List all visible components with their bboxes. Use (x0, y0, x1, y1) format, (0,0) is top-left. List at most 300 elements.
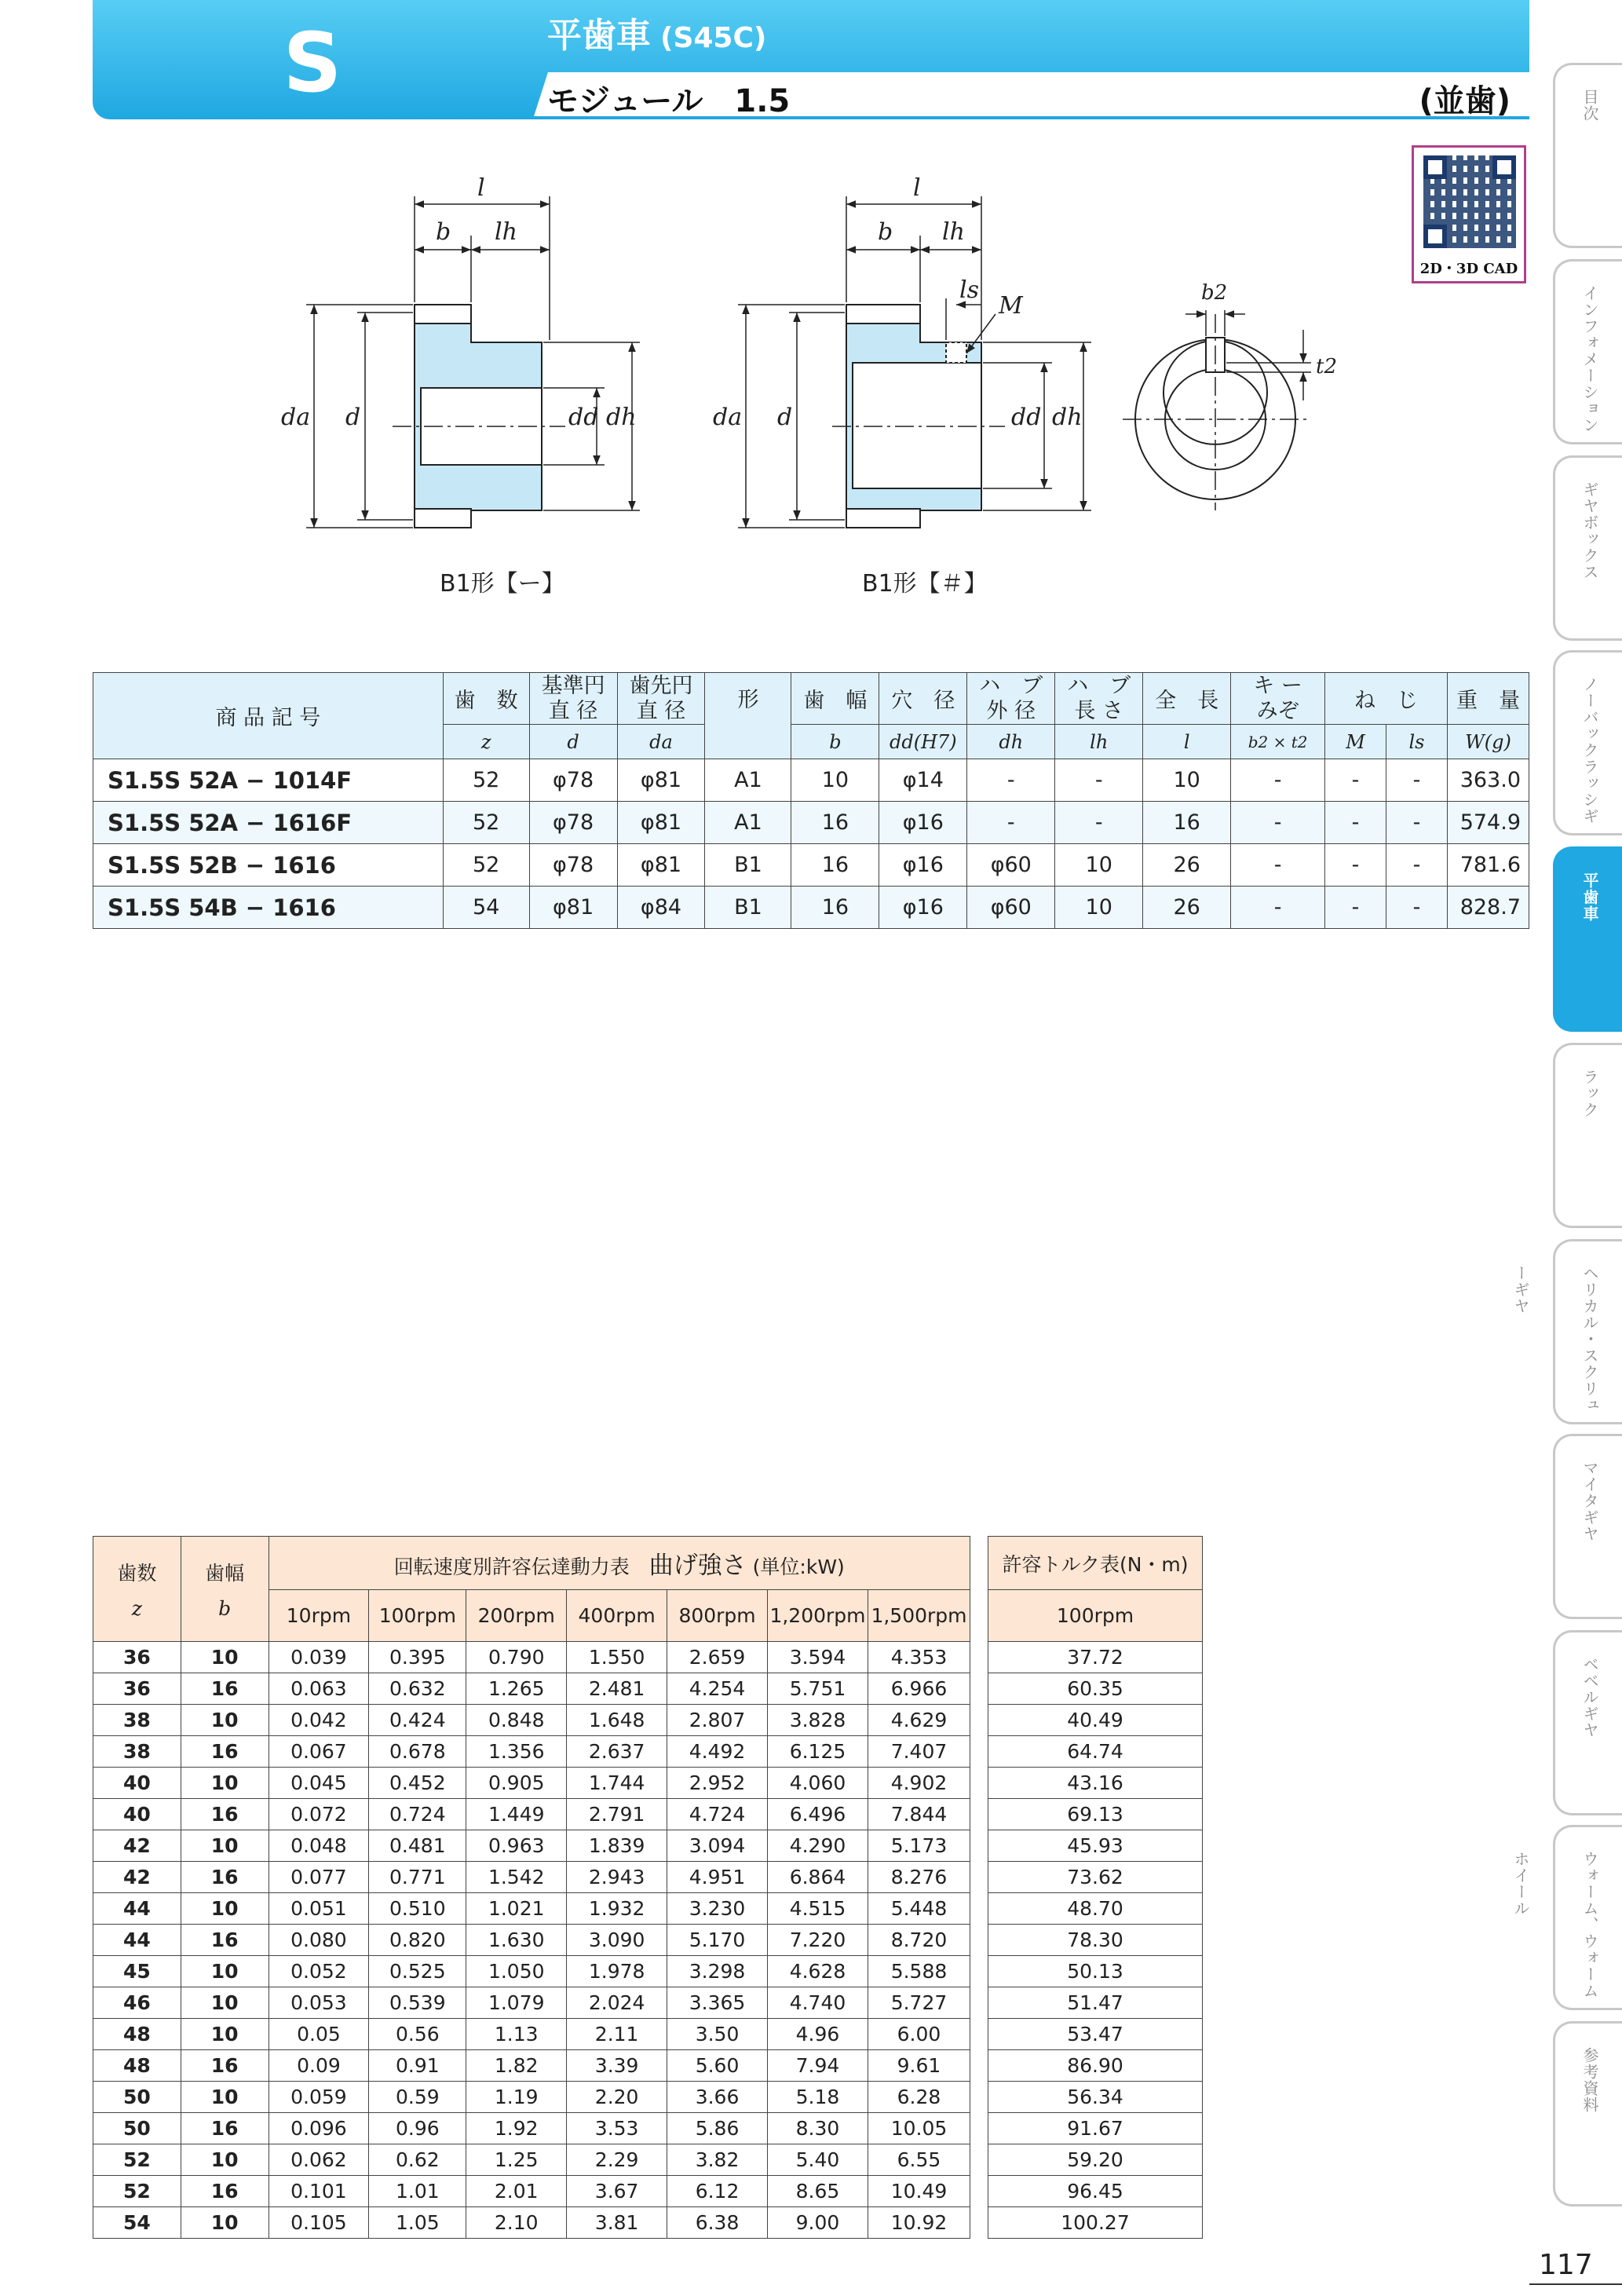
pow-cell-width: 10 (181, 1830, 269, 1862)
pow-cell-power: 0.424 (369, 1705, 466, 1736)
pow-cell-power: 0.072 (269, 1799, 369, 1830)
pow-row (93, 2050, 970, 2082)
dim-dh-b: dh (1052, 404, 1083, 431)
pow-cell-power: 0.91 (369, 2050, 466, 2082)
pow-cell-power: 8.65 (768, 2176, 868, 2207)
tq-cell: 45.93 (988, 1830, 1203, 1862)
tq-row (988, 1673, 1203, 1705)
pow-th-teeth (93, 1537, 181, 1642)
dim-l-a: l (477, 174, 485, 202)
spec-cell-dh: φ60 (967, 844, 1055, 887)
pow-cell-power: 10.92 (868, 2207, 970, 2239)
qr-finder-icon (1423, 225, 1447, 248)
dim-lh-a: lh (495, 218, 517, 246)
tq-cell: 60.35 (988, 1673, 1203, 1705)
side-tab-1[interactable] (1553, 63, 1622, 248)
side-tab-2[interactable] (1553, 259, 1622, 444)
tq-row (988, 1736, 1203, 1768)
tq-cell: 73.62 (988, 1862, 1203, 1893)
pow-cell-width: 16 (181, 1799, 269, 1830)
spec-cell-d: φ81 (529, 887, 617, 929)
spec-cell-da: φ81 (617, 844, 705, 887)
gear-drawings (0, 0, 1382, 612)
pow-cell-power: 0.05 (269, 2019, 369, 2050)
spec-cell-dd: φ16 (879, 887, 967, 929)
pow-cell-power: 0.101 (269, 2176, 369, 2207)
pow-th-rpm: 10rpm (269, 1590, 369, 1642)
dim-t2: t2 (1316, 355, 1337, 378)
tq-cell: 51.47 (988, 1987, 1203, 2019)
pow-cell-power: 0.062 (269, 2144, 369, 2176)
spec-cell-w: 781.6 (1447, 844, 1529, 887)
pow-cell-power: 1.449 (466, 1799, 567, 1830)
pow-cell-power: 1.050 (466, 1956, 567, 1987)
pow-cell-power: 6.38 (667, 2207, 768, 2239)
pow-cell-width: 16 (181, 1862, 269, 1893)
side-tab-label: ギヤボックス (1580, 481, 1599, 580)
spec-cell-b: 10 (791, 759, 879, 802)
pow-row (93, 1705, 970, 1736)
pow-th-rpm: 200rpm (466, 1590, 567, 1642)
dim-b-b: b (878, 218, 893, 246)
pow-cell-power: 2.637 (567, 1736, 667, 1768)
tq-row (988, 2050, 1203, 2082)
pow-cell-power: 4.254 (667, 1673, 768, 1705)
pow-cell-power: 0.048 (269, 1830, 369, 1862)
tq-cell: 64.74 (988, 1736, 1203, 1768)
tq-cell: 53.47 (988, 2019, 1203, 2050)
spec-row (93, 844, 1529, 887)
tq-row (988, 1987, 1203, 2019)
pow-row (93, 1830, 970, 1862)
tq-th-rpm: 100rpm (988, 1590, 1203, 1642)
spec-cell-m: - (1325, 802, 1386, 844)
pow-cell-power: 1.839 (567, 1830, 667, 1862)
pow-cell-power: 1.079 (466, 1987, 567, 2019)
module-label: モジュール 1.5 (547, 83, 791, 119)
dim-da-b: da (713, 404, 743, 431)
pow-th-teeth-label: 歯数 (117, 1562, 157, 1585)
pow-cell-power: 1.550 (567, 1642, 667, 1673)
spec-cell-ls: - (1386, 802, 1447, 844)
side-tab-label: 平歯車 (1580, 872, 1599, 922)
spec-cell-z: 52 (443, 844, 529, 887)
pow-cell-power: 7.407 (868, 1736, 970, 1768)
pow-cell-power: 0.539 (369, 1987, 466, 2019)
spec-cell-m: - (1325, 844, 1386, 887)
pow-cell-power: 7.220 (768, 1925, 868, 1956)
spec-cell-m: - (1325, 759, 1386, 802)
pow-cell-width: 10 (181, 1642, 269, 1673)
th-pitch-sym: d (529, 725, 617, 759)
pow-cell-power: 0.790 (466, 1642, 567, 1673)
pow-row (93, 1925, 970, 1956)
drawing-front-view (1123, 310, 1311, 510)
pow-cell-power: 3.81 (567, 2207, 667, 2239)
th-hub-d-sym: dh (967, 725, 1055, 759)
pow-cell-power: 2.807 (667, 1705, 768, 1736)
spec-cell-shape: A1 (705, 802, 791, 844)
tq-cell: 48.70 (988, 1893, 1203, 1925)
spec-cell-z: 52 (443, 759, 529, 802)
pow-cell-width: 16 (181, 1673, 269, 1705)
tq-row (988, 1956, 1203, 1987)
tq-cell: 56.34 (988, 2082, 1203, 2113)
dim-b2: b2 (1201, 281, 1228, 305)
pow-row (93, 2144, 970, 2176)
spec-cell-shape: B1 (705, 844, 791, 887)
pow-cell-power: 1.630 (466, 1925, 567, 1956)
power-table (93, 1536, 970, 2239)
pow-cell-teeth: 44 (93, 1925, 181, 1956)
pow-cell-power: 0.905 (466, 1768, 567, 1799)
caption-type-b: B1形【＃】 (862, 570, 988, 598)
pow-row (93, 1642, 970, 1673)
spec-cell-lh: - (1055, 759, 1143, 802)
pow-cell-power: 1.01 (369, 2176, 466, 2207)
th-tip: 歯先円 直 径 (617, 673, 705, 725)
pow-cell-teeth: 45 (93, 1956, 181, 1987)
spec-cell-code: S1.5S 52A − 1014F (93, 759, 444, 802)
spec-cell-b: 16 (791, 802, 879, 844)
pow-cell-power: 9.61 (868, 2050, 970, 2082)
pow-cell-power: 0.481 (369, 1830, 466, 1862)
pow-cell-power: 1.265 (466, 1673, 567, 1705)
pow-cell-power: 4.628 (768, 1956, 868, 1987)
spec-cell-w: 828.7 (1447, 887, 1529, 929)
tq-th-title: 許容トルク表(N・m) (988, 1537, 1203, 1590)
pow-cell-width: 16 (181, 2113, 269, 2144)
pow-cell-power: 7.844 (868, 1799, 970, 1830)
pow-cell-teeth: 48 (93, 2050, 181, 2082)
side-tab-label: マイタギヤ (1580, 1460, 1599, 1542)
spec-cell-key: - (1231, 844, 1325, 887)
spec-cell-l: 10 (1143, 759, 1231, 802)
pow-cell-width: 10 (181, 1705, 269, 1736)
th-length-sym: l (1143, 725, 1231, 759)
tq-row (988, 1642, 1203, 1673)
pow-cell-power: 0.063 (269, 1673, 369, 1705)
spec-cell-code: S1.5S 54B − 1616 (93, 887, 444, 929)
pow-cell-teeth: 38 (93, 1705, 181, 1736)
th-bore: 穴 径 (879, 673, 967, 725)
pow-th-rpm: 1,200rpm (768, 1590, 868, 1642)
pow-cell-power: 0.09 (269, 2050, 369, 2082)
spec-cell-m: - (1325, 887, 1386, 929)
dim-dd-b: dd (1011, 404, 1042, 431)
pow-cell-power: 0.077 (269, 1862, 369, 1893)
tq-row (988, 1893, 1203, 1925)
pow-cell-power: 10.05 (868, 2113, 970, 2144)
pow-cell-power: 3.82 (667, 2144, 768, 2176)
spec-cell-da: φ81 (617, 802, 705, 844)
tq-row (988, 2176, 1203, 2207)
pow-cell-power: 5.751 (768, 1673, 868, 1705)
pow-row (93, 1736, 970, 1768)
pow-cell-power: 1.978 (567, 1956, 667, 1987)
pow-cell-power: 2.481 (567, 1673, 667, 1705)
pow-cell-power: 3.66 (667, 2082, 768, 2113)
dim-l-b: l (913, 174, 921, 202)
spec-cell-z: 54 (443, 887, 529, 929)
pow-cell-teeth: 40 (93, 1799, 181, 1830)
th-screw: ね じ (1325, 673, 1448, 725)
tq-row (988, 2113, 1203, 2144)
pow-th-teeth-sym: z (131, 1597, 142, 1620)
pow-cell-power: 5.18 (768, 2082, 868, 2113)
pow-cell-power: 0.56 (369, 2019, 466, 2050)
pow-row (93, 1768, 970, 1799)
pow-cell-power: 3.090 (567, 1925, 667, 1956)
caption-type-a: B1形【ー】 (440, 570, 565, 598)
tq-cell: 86.90 (988, 2050, 1203, 2082)
pow-cell-teeth: 50 (93, 2082, 181, 2113)
tq-row (988, 1705, 1203, 1736)
spec-cell-d: φ78 (529, 844, 617, 887)
pow-cell-power: 6.12 (667, 2176, 768, 2207)
pow-cell-power: 1.05 (369, 2207, 466, 2239)
spec-cell-dh: φ60 (967, 887, 1055, 929)
th-code: 商 品 記 号 (93, 673, 444, 759)
pow-title-small: 回転速度別許容伝達動力表 (393, 1556, 630, 1578)
spec-cell-l: 26 (1143, 844, 1231, 887)
side-tab-label: ベベルギヤ (1580, 1656, 1599, 1738)
side-tab-3[interactable] (1553, 455, 1622, 641)
side-tab-label: 目次 (1580, 89, 1599, 122)
spec-cell-d: φ78 (529, 759, 617, 802)
side-tab-5[interactable] (1553, 846, 1622, 1032)
spec-cell-ls: - (1386, 759, 1447, 802)
side-tab-7[interactable] (1511, 1239, 1622, 1424)
pow-cell-power: 4.724 (667, 1799, 768, 1830)
pow-cell-power: 8.276 (868, 1862, 970, 1893)
pow-cell-power: 0.395 (369, 1642, 466, 1673)
pow-cell-power: 6.55 (868, 2144, 970, 2176)
cad-qr-code[interactable] (1412, 145, 1526, 283)
spec-cell-z: 52 (443, 802, 529, 844)
spec-cell-code: S1.5S 52B − 1616 (93, 844, 444, 887)
pow-cell-power: 1.19 (466, 2082, 567, 2113)
th-screw-m: M (1325, 725, 1386, 759)
pow-cell-power: 4.492 (667, 1736, 768, 1768)
pow-cell-power: 6.00 (868, 2019, 970, 2050)
pow-row (93, 2019, 970, 2050)
dim-ls-b: ls (959, 276, 979, 304)
pow-cell-power: 1.13 (466, 2019, 567, 2050)
pow-cell-power: 6.864 (768, 1862, 868, 1893)
pow-cell-width: 16 (181, 2176, 269, 2207)
pow-cell-power: 5.588 (868, 1956, 970, 1987)
th-key: キ ー みぞ (1231, 673, 1325, 725)
spec-cell-code: S1.5S 52A − 1616F (93, 802, 444, 844)
series-letter: S (283, 15, 342, 111)
tq-cell: 59.20 (988, 2144, 1203, 2176)
pow-cell-teeth: 36 (93, 1673, 181, 1705)
pow-cell-power: 1.25 (466, 2144, 567, 2176)
pow-cell-power: 5.40 (768, 2144, 868, 2176)
dim-b-a: b (436, 218, 451, 246)
pow-cell-power: 1.744 (567, 1768, 667, 1799)
pow-th-rpm: 400rpm (567, 1590, 667, 1642)
pow-cell-width: 10 (181, 2207, 269, 2239)
tq-cell: 69.13 (988, 1799, 1203, 1830)
spec-cell-da: φ81 (617, 759, 705, 802)
th-bore-sym: dd(H7) (879, 725, 967, 759)
spec-cell-key: - (1231, 759, 1325, 802)
side-tab-8[interactable] (1553, 1434, 1622, 1619)
pow-th-title (269, 1537, 970, 1590)
tq-row (988, 1925, 1203, 1956)
pow-cell-power: 0.62 (369, 2144, 466, 2176)
tq-cell: 100.27 (988, 2207, 1203, 2239)
pow-th-width (181, 1537, 269, 1642)
pow-row (93, 2207, 970, 2239)
tq-row (988, 1768, 1203, 1799)
pow-cell-power: 4.515 (768, 1893, 868, 1925)
side-tab-6[interactable] (1553, 1043, 1622, 1228)
pow-cell-power: 6.966 (868, 1673, 970, 1705)
pow-cell-width: 10 (181, 2082, 269, 2113)
tq-row (988, 2019, 1203, 2050)
tq-row (988, 1862, 1203, 1893)
spec-cell-lh: - (1055, 802, 1143, 844)
th-width-sym: b (791, 725, 879, 759)
tq-row (988, 1799, 1203, 1830)
pow-cell-power: 1.932 (567, 1893, 667, 1925)
spec-row (93, 759, 1529, 802)
tq-cell: 50.13 (988, 1956, 1203, 1987)
drawing-type-a (306, 196, 640, 528)
pow-cell-power: 5.170 (667, 1925, 768, 1956)
pow-cell-power: 0.771 (369, 1862, 466, 1893)
pow-th-width-label: 歯幅 (205, 1562, 245, 1585)
pow-cell-power: 0.045 (269, 1768, 369, 1799)
pow-row (93, 1673, 970, 1705)
pow-cell-power: 1.021 (466, 1893, 567, 1925)
pow-cell-width: 10 (181, 2144, 269, 2176)
pow-cell-power: 0.848 (466, 1705, 567, 1736)
side-tab-11[interactable] (1553, 2021, 1622, 2206)
pow-cell-power: 4.951 (667, 1862, 768, 1893)
pow-cell-power: 2.11 (567, 2019, 667, 2050)
pow-cell-power: 3.365 (667, 1987, 768, 2019)
pow-cell-width: 16 (181, 1925, 269, 1956)
pow-cell-width: 10 (181, 1956, 269, 1987)
pow-cell-power: 3.39 (567, 2050, 667, 2082)
pow-cell-power: 4.060 (768, 1768, 868, 1799)
spec-cell-da: φ84 (617, 887, 705, 929)
spec-row (93, 802, 1529, 844)
spec-cell-shape: B1 (705, 887, 791, 929)
pow-th-rpm: 800rpm (667, 1590, 768, 1642)
pow-cell-power: 4.353 (868, 1642, 970, 1673)
th-screw-ls: ls (1386, 725, 1447, 759)
pow-cell-power: 0.067 (269, 1736, 369, 1768)
pow-cell-power: 2.10 (466, 2207, 567, 2239)
dim-dh-a: dh (606, 404, 637, 431)
pow-row (93, 2176, 970, 2207)
pow-cell-power: 3.594 (768, 1642, 868, 1673)
pow-row (93, 2082, 970, 2113)
pow-cell-power: 0.053 (269, 1987, 369, 2019)
pow-cell-teeth: 46 (93, 1987, 181, 2019)
pow-cell-width: 10 (181, 2019, 269, 2050)
spec-cell-dd: φ16 (879, 844, 967, 887)
pow-cell-power: 9.00 (768, 2207, 868, 2239)
spec-cell-dh: - (967, 802, 1055, 844)
torque-table (988, 1536, 1203, 2239)
pow-cell-teeth: 52 (93, 2144, 181, 2176)
side-tab-label: ヘリカル・スクリューギヤ (1511, 1265, 1599, 1413)
side-tab-9[interactable] (1553, 1630, 1622, 1815)
th-teeth: 歯 数 (443, 673, 529, 725)
side-tab-10[interactable] (1511, 1825, 1622, 2010)
tooth-kind: (並歯) (1419, 83, 1511, 119)
dim-m-b: M (999, 292, 1023, 320)
spec-cell-l: 26 (1143, 887, 1231, 929)
th-hub-l-sym: lh (1055, 725, 1143, 759)
tq-row (988, 2207, 1203, 2239)
pow-cell-power: 0.105 (269, 2207, 369, 2239)
pow-cell-teeth: 40 (93, 1768, 181, 1799)
pow-cell-width: 10 (181, 1987, 269, 2019)
pow-cell-width: 10 (181, 1768, 269, 1799)
pow-cell-power: 10.49 (868, 2176, 970, 2207)
pow-cell-power: 3.53 (567, 2113, 667, 2144)
pow-cell-teeth: 48 (93, 2019, 181, 2050)
side-tab-4[interactable] (1553, 650, 1622, 835)
pow-cell-power: 6.496 (768, 1799, 868, 1830)
pow-cell-power: 0.042 (269, 1705, 369, 1736)
pow-cell-power: 3.67 (567, 2176, 667, 2207)
pow-cell-power: 2.952 (667, 1768, 768, 1799)
spec-table (93, 672, 1529, 929)
pow-cell-power: 2.20 (567, 2082, 667, 2113)
pow-cell-teeth: 38 (93, 1736, 181, 1768)
pow-cell-power: 4.96 (768, 2019, 868, 2050)
pow-cell-power: 4.290 (768, 1830, 868, 1862)
pow-cell-power: 2.024 (567, 1987, 667, 2019)
tq-cell: 96.45 (988, 2176, 1203, 2207)
spec-cell-ls: - (1386, 887, 1447, 929)
pow-cell-power: 1.542 (466, 1862, 567, 1893)
pow-cell-power: 0.724 (369, 1799, 466, 1830)
pow-cell-power: 8.720 (868, 1925, 970, 1956)
side-tab-label: ノーバックラッシギ (1580, 676, 1599, 824)
pow-cell-power: 0.59 (369, 2082, 466, 2113)
th-pitch: 基準円 直 径 (529, 673, 617, 725)
spec-cell-d: φ78 (529, 802, 617, 844)
th-hub-l: ハ ブ 長 さ (1055, 673, 1143, 725)
tq-row (988, 1830, 1203, 1862)
side-tab-label: ラック (1580, 1069, 1599, 1118)
pow-cell-power: 5.60 (667, 2050, 768, 2082)
pow-th-rpm: 1,500rpm (868, 1590, 970, 1642)
side-tab-label: 参考資料 (1580, 2047, 1599, 2113)
spec-cell-key: - (1231, 802, 1325, 844)
pow-cell-power: 5.86 (667, 2113, 768, 2144)
dim-lh-b: lh (942, 218, 965, 246)
pow-row (93, 1862, 970, 1893)
pow-cell-teeth: 44 (93, 1893, 181, 1925)
pow-cell-width: 16 (181, 2050, 269, 2082)
spec-cell-b: 16 (791, 887, 879, 929)
dim-dd-a: dd (568, 404, 599, 431)
pow-title-unit: (単位:kW) (752, 1556, 845, 1578)
pow-cell-power: 0.052 (269, 1956, 369, 1987)
pow-cell-power: 0.080 (269, 1925, 369, 1956)
pow-cell-teeth: 42 (93, 1862, 181, 1893)
